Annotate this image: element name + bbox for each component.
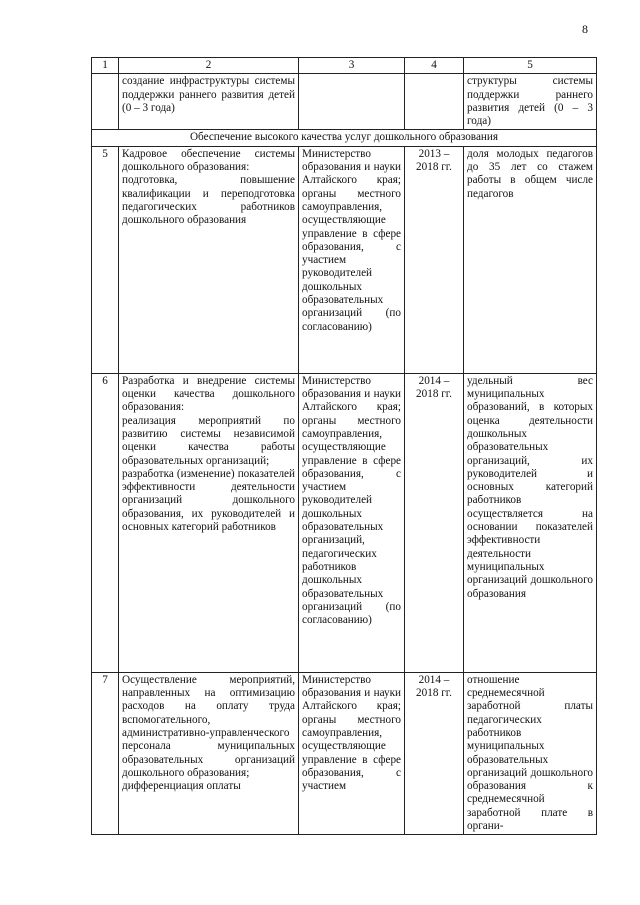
period-cell	[405, 74, 464, 130]
period-cell: 2014 – 2018 гг.	[405, 373, 464, 672]
period-cell: 2013 – 2018 гг.	[405, 146, 464, 373]
task-cell: Разработка и внедрение системы оценки качества дошкольного образования: реализация мероприятий по развитию системы независимой оценки качества работы образовательных организаций; разработка (изменение) показателей эффективности деятельности организаций дошкольного образования, их руководителей и основных категорий работников	[119, 373, 299, 672]
task-cell: Кадровое обеспечение системы дошкольного образования: подготовка, повышение квалификации и переподготовка педагогических работников дошкольного образования	[119, 146, 299, 373]
table-row	[92, 146, 597, 373]
executors-cell: Министерство образования и науки Алтайского края; органы местного самоуправления, осуществляющие управление в сфере образования, с участием руководителей дошкольных образовательных организаций (по согласованию)	[299, 146, 405, 373]
indicator-cell: структуры системы поддержки раннего развития детей (0 – 3 года)	[464, 74, 597, 130]
task-cell: создание инфраструктуры системы поддержки раннего развития детей (0 – 3 года)	[119, 74, 299, 130]
task-cell: Осуществление мероприятий, направленных на оптимизацию расходов на оплату труда вспомогательного, административно-управленческого персонала муниципальных образовательных организаций дошкольного образования; дифференциация оплаты	[119, 672, 299, 835]
table-row-continuation	[92, 74, 597, 130]
measures-table	[91, 57, 597, 835]
executors-cell	[299, 74, 405, 130]
row-number-cell: 6	[92, 373, 119, 672]
header-cell: 2	[119, 58, 299, 74]
section-title: Обеспечение высокого качества услуг дошкольного образования	[92, 130, 597, 146]
table-row	[92, 672, 597, 835]
table-header-row	[92, 58, 597, 74]
executors-cell: Министерство образования и науки Алтайского края; органы местного самоуправления, осуществляющие управление в сфере образования, с участием руководителей дошкольных образовательных организаций, педагогических работников дошкольных образовательных организаций (по согласованию)	[299, 373, 405, 672]
row-number-cell: 5	[92, 146, 119, 373]
executors-cell: Министерство образования и науки Алтайского края; органы местного самоуправления, осуществляющие управление в сфере образования, с участием	[299, 672, 405, 835]
period-cell: 2014 – 2018 гг.	[405, 672, 464, 835]
indicator-cell: удельный вес муниципальных образований, в которых оценка деятельности дошкольных образовательных организаций, их руководителей и основных категорий работников осуществляется на основании показателей эффективности деятельности муниципальных организаций дошкольного образования	[464, 373, 597, 672]
row-number-cell	[92, 74, 119, 130]
header-cell: 5	[464, 58, 597, 74]
header-cell: 3	[299, 58, 405, 74]
section-row	[92, 130, 597, 146]
page-number: 8	[582, 22, 588, 36]
table-row	[92, 373, 597, 672]
indicator-cell: отношение среднемесячной заработной платы педагогических работников муниципальных образовательных организаций дошкольного образования к среднемесячной заработной плате в органи-	[464, 672, 597, 835]
indicator-cell: доля молодых педагогов до 35 лет со стажем работы в общем числе педагогов	[464, 146, 597, 373]
header-cell: 1	[92, 58, 119, 74]
header-cell: 4	[405, 58, 464, 74]
row-number-cell: 7	[92, 672, 119, 835]
